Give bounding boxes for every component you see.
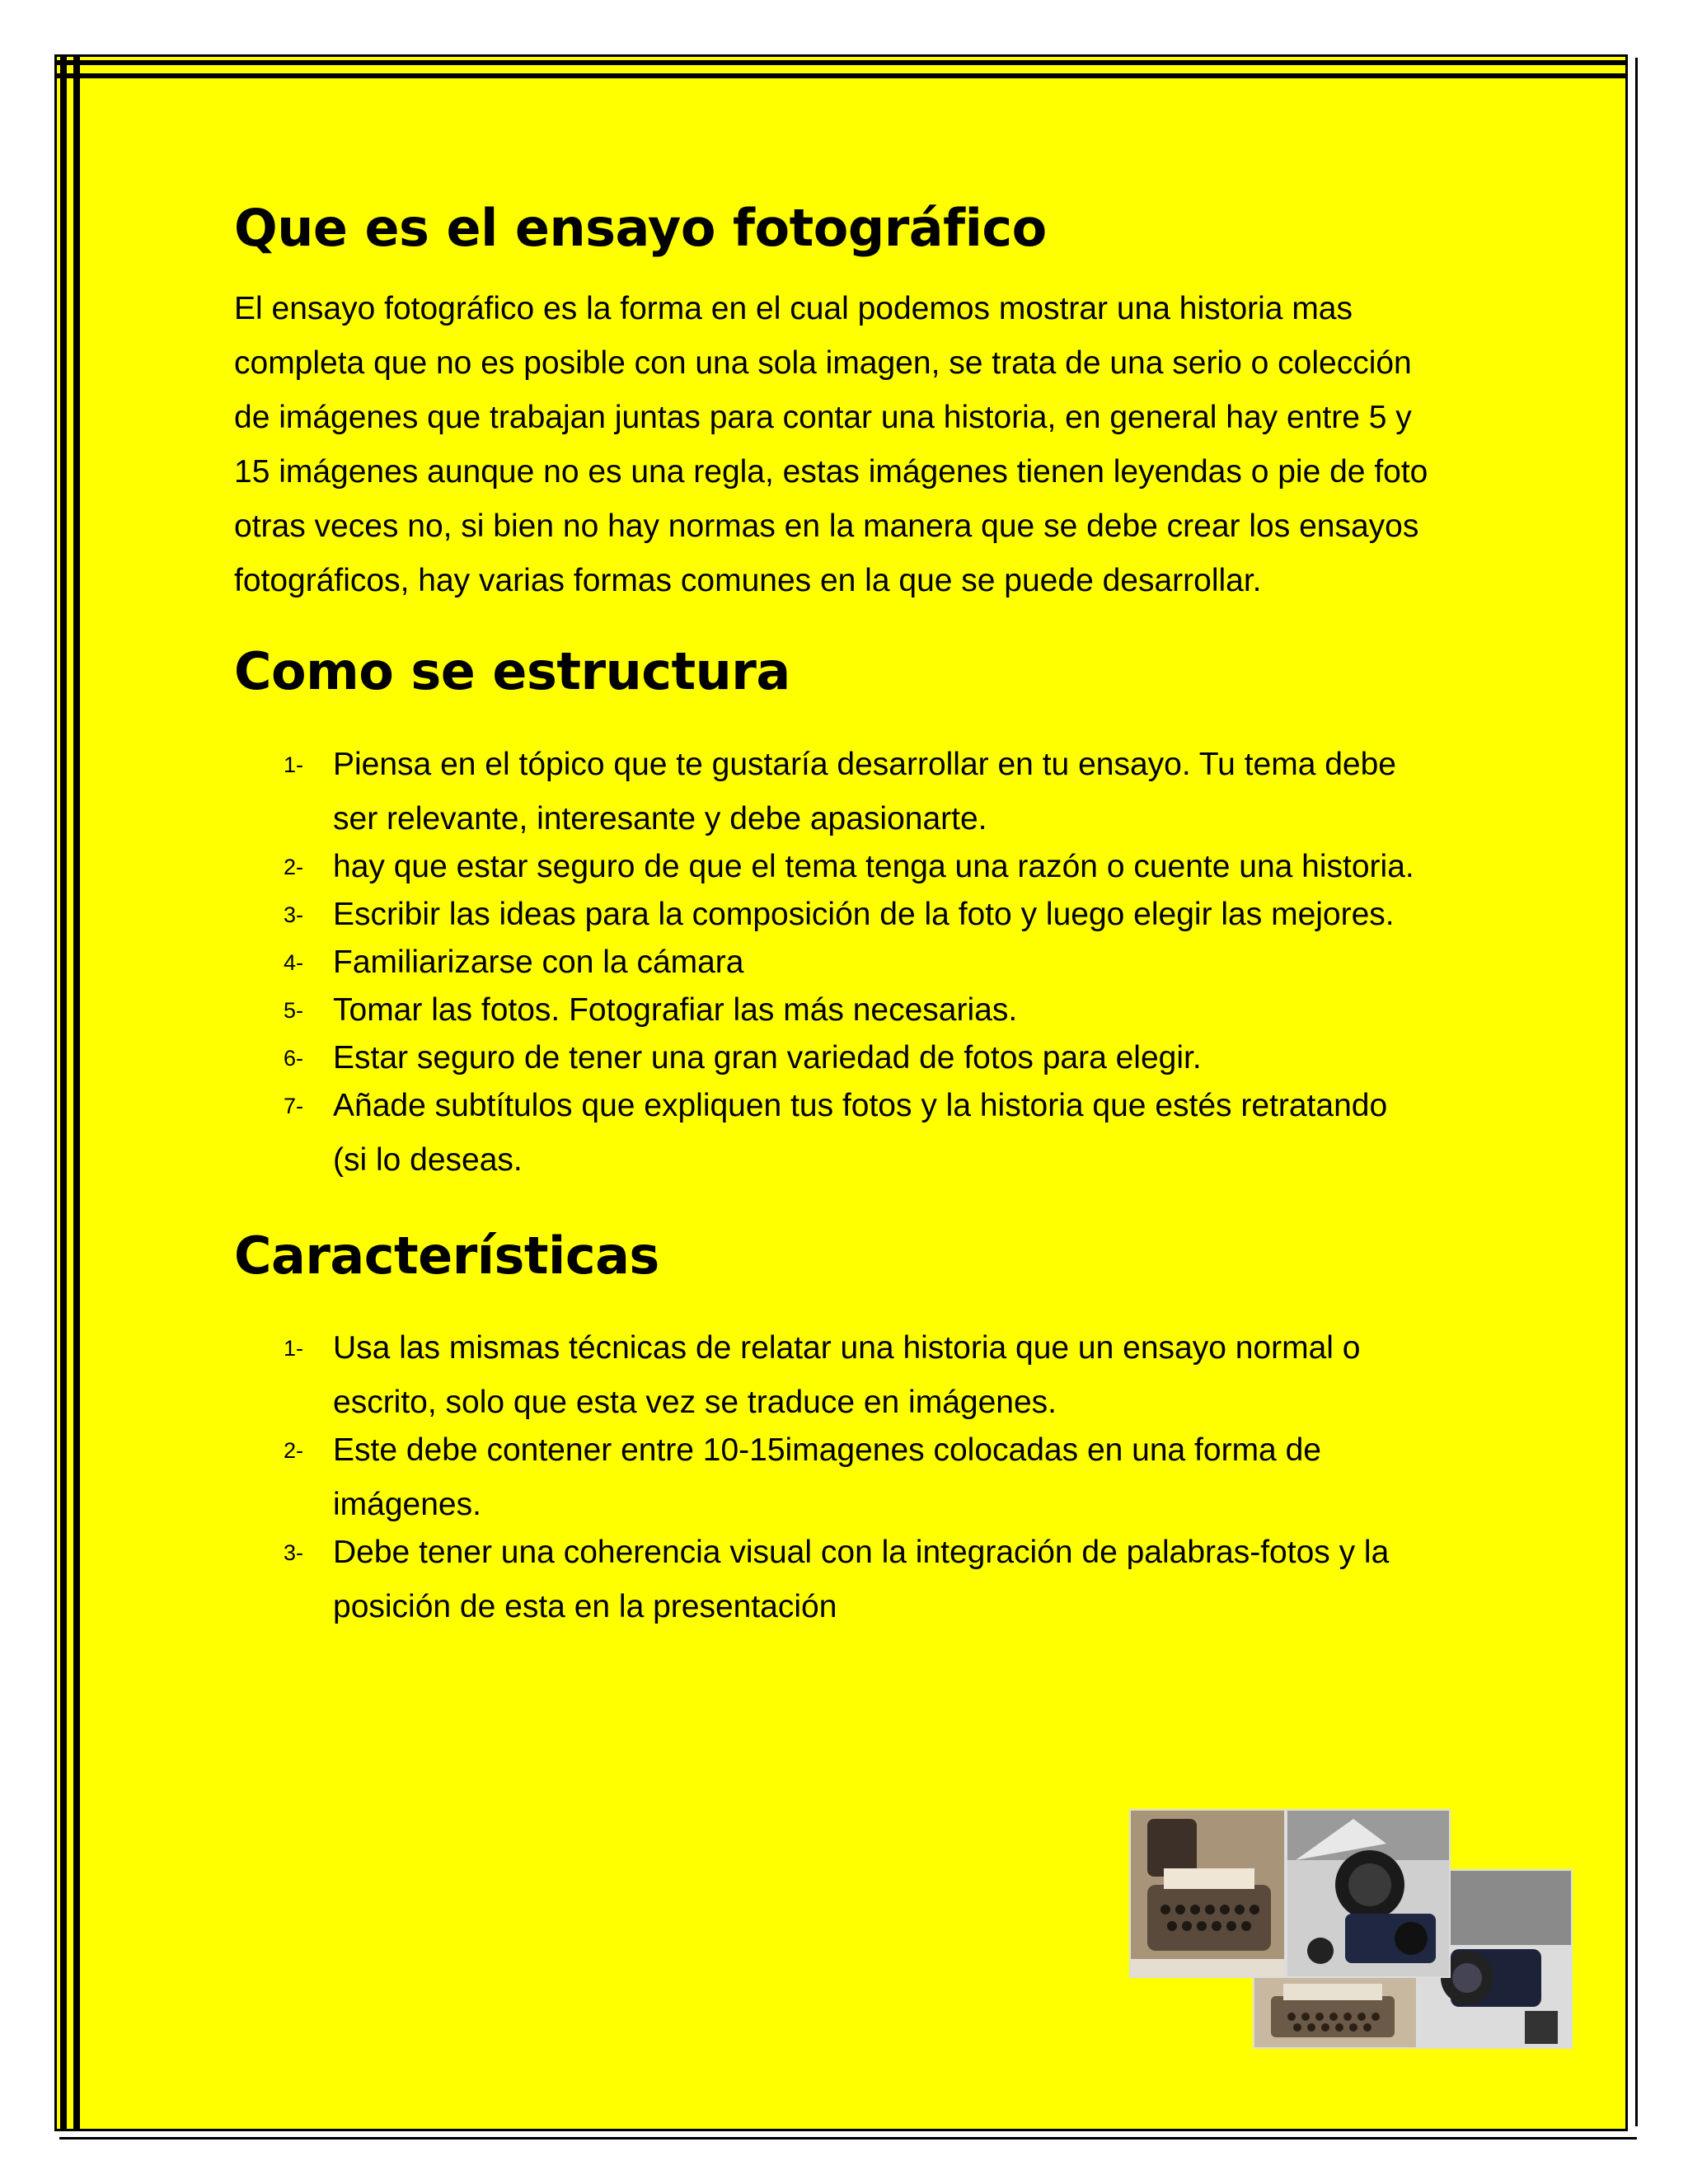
list-item [234, 1321, 1454, 1430]
list-text: Estar seguro de tener una gran variedad de fotos para elegir. [333, 1039, 1202, 1076]
intro-paragraph: El ensayo fotográfico es la forma en el cual podemos mostrar una historia mas completa que no es posible con una sola imagen, se trata de una serio o colección de imágenes que trabajan juntas para contar una historia, en general hay entre 5 y 15 imágenes aunque no es una regla, estas imágenes tienen leyendas o pie de foto otras veces no, si bien no hay normas en la manera que se debe crear los ensayos fotográficos, hay varias formas comunes en la que se puede desarrollar. [234, 291, 1428, 599]
heading-caracteristicas: Características [234, 1225, 659, 1286]
list-item [234, 888, 1429, 942]
document-content [234, 198, 1470, 1634]
list-text: Debe tener una coherencia visual con la integración de palabras-fotos y la posición de esta en la presentación [333, 1535, 1390, 1625]
list-text: Tomar las fotos. Fotografiar las más necesarias. [333, 991, 1018, 1028]
list-text: Piensa en el tópico que te gustaría desarrollar en tu ensayo. Tu tema debe ser relevante, interesante y debe apasionarte. [333, 746, 1396, 837]
frame-left-line-inner [73, 54, 80, 2131]
list-item [234, 738, 1429, 846]
heading-estructura: Como se estructura [234, 641, 790, 702]
estructura-list [234, 738, 1429, 1188]
list-number: 6- [284, 1045, 304, 1071]
list-text: Añade subtítulos que expliquen tus fotos y la historia que estés retratando (si lo deseas. [333, 1087, 1388, 1178]
list-text: Escribir las ideas para la composición de la foto y luego elegir las mejores. [333, 896, 1395, 932]
list-item [234, 1031, 1429, 1085]
typewriter-icon [1131, 1811, 1286, 1978]
frame-right-rule [1635, 58, 1638, 2126]
frame-top-line-outer [54, 60, 1628, 65]
list-number: 2- [284, 854, 304, 879]
list-item [234, 1526, 1454, 1634]
typewriter-photo-front [1129, 1809, 1286, 1978]
list-item [234, 840, 1429, 894]
typewriter-icon [1254, 1971, 1418, 2049]
list-item [234, 983, 1429, 1038]
list-number: 2- [284, 1438, 304, 1464]
list-number: 3- [284, 902, 304, 927]
frame-left-line-outer [60, 54, 67, 2131]
list-number: 5- [284, 997, 304, 1023]
list-item [234, 935, 1429, 990]
camera-icon [1287, 1811, 1451, 1978]
caracteristicas-list [234, 1321, 1454, 1634]
list-text: Usa las mismas técnicas de relatar una historia que un ensayo normal o escrito, solo que esta vez se traduce en imágenes. [333, 1330, 1361, 1421]
typewriter-photo-back [1253, 1970, 1418, 2049]
list-number: 7- [284, 1093, 304, 1118]
list-text: Este debe contener entre 10-15imagenes colocadas en una forma de imágenes. [333, 1432, 1321, 1523]
list-number: 1- [284, 752, 304, 777]
camera-photo-front [1286, 1809, 1451, 1978]
list-item [234, 1079, 1429, 1188]
list-text: hay que estar seguro de que el tema tenga una razón o cuente una historia. [333, 848, 1414, 884]
list-number: 1- [284, 1336, 304, 1361]
list-number: 3- [284, 1540, 304, 1566]
frame-top-line-inner [54, 73, 1628, 78]
list-number: 4- [284, 949, 304, 975]
list-item [234, 1423, 1454, 1532]
list-text: Familiarizarse con la cámara [333, 944, 744, 980]
heading-que-es: Que es el ensayo fotográfico [234, 198, 1047, 258]
frame-bottom-rule [59, 2137, 1637, 2139]
